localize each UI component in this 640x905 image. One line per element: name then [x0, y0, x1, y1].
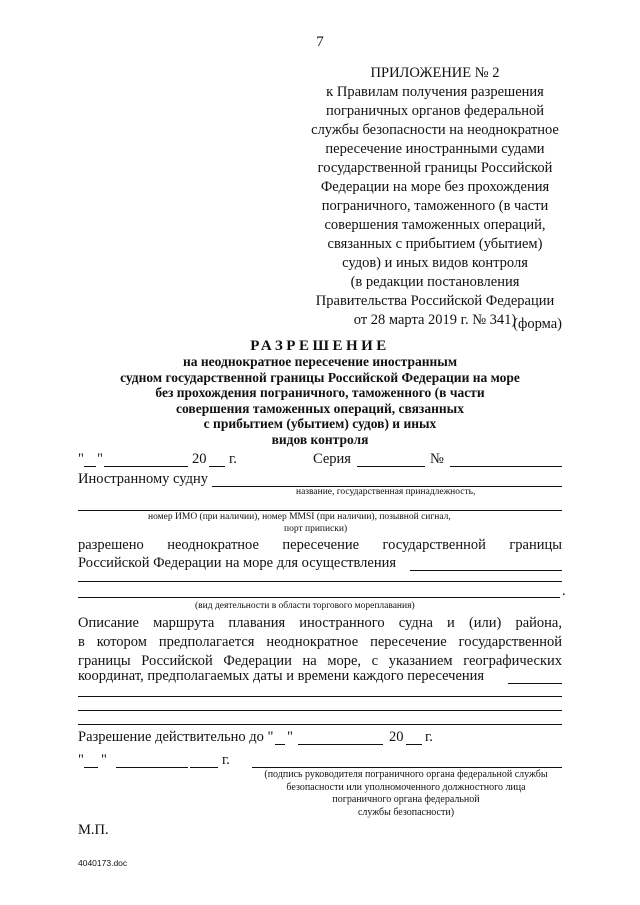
appendix-line: пограничных органов федеральной	[325, 103, 545, 119]
signature-note	[250, 769, 562, 819]
sign-month-field[interactable]	[116, 767, 188, 768]
sign-year-suffix: г.	[222, 752, 230, 768]
validity-month-field[interactable]	[298, 744, 383, 745]
day-field[interactable]	[84, 466, 96, 467]
signature-note-line: пограничного органа федеральной	[332, 794, 480, 805]
appendix-line: пересечение иностранными судами	[325, 141, 545, 157]
appendix-line: от 28 марта 2019 г. № 341)	[353, 312, 517, 328]
series-label: Серия	[313, 451, 351, 467]
sign-year-field[interactable]	[190, 767, 218, 768]
route-text-line: границы Российской Федерации на море, с указанием географических	[78, 653, 562, 669]
document-title: РАЗРЕШЕНИЕ	[250, 338, 390, 354]
validity-year-field[interactable]	[406, 744, 422, 745]
subtitle-line: судном государственной границы Российской Федерации на море	[120, 369, 520, 385]
route-field[interactable]	[508, 683, 562, 684]
signature-field[interactable]	[252, 767, 562, 768]
route-field-line-4[interactable]	[78, 724, 562, 725]
validity-year-prefix: 20	[389, 729, 404, 745]
appendix-line: ПРИЛОЖЕНИЕ № 2	[370, 65, 500, 81]
subtitle-line: с прибытием (убытием) судов) и иных	[203, 416, 437, 431]
year-field[interactable]	[209, 466, 225, 467]
date-quote-open: "	[78, 451, 84, 467]
activity-note: (вид деятельности в области торгового мореплавания)	[195, 601, 415, 611]
appendix-line: пограничного, таможенного (в части	[321, 198, 549, 214]
sign-quote-close: "	[101, 752, 107, 768]
validity-quote: "	[287, 729, 293, 745]
document-reference: 4040173.doc	[78, 858, 128, 868]
route-field-line-2[interactable]	[78, 696, 562, 697]
signature-note-line: службы безопасности)	[357, 806, 455, 818]
subtitle-line: без прохождения пограничного, таможенного (в части	[155, 385, 485, 400]
appendix-line: связанных с прибытием (убытием)	[327, 236, 543, 252]
route-text-line: Описание маршрута плавания иностранного судна и (или) района,	[78, 615, 562, 631]
appendix-line: Правительства Российской Федерации	[315, 293, 555, 309]
vessel-note-1: название, государственная принадлежность,	[296, 487, 476, 497]
date-quote-close: "	[97, 451, 103, 467]
sign-day-field[interactable]	[84, 767, 98, 768]
vessel-label: Иностранному судну	[78, 471, 208, 487]
validity-label: Разрешение действительно до "	[78, 729, 274, 745]
validity-year-suffix: г.	[425, 729, 433, 745]
series-field[interactable]	[357, 466, 425, 467]
signature-note-line: (подпись руководителя пограничного органа федеральной службы	[264, 769, 548, 780]
permit-text-line-1: разрешено неоднократное пересечение государственной границы	[78, 537, 562, 553]
appendix-line: судов) и иных видов контроля	[342, 255, 528, 271]
permit-text-line-2: Российской Федерации на море для осуществления	[78, 555, 397, 571]
validity-day-field[interactable]	[275, 744, 285, 745]
activity-field[interactable]	[410, 570, 562, 571]
appendix-line: к Правилам получения разрешения	[326, 84, 544, 100]
appendix-line: Федерации на море без прохождения	[320, 179, 550, 195]
appendix-line: службы безопасности на неоднократное	[311, 122, 559, 138]
year-suffix: г.	[229, 451, 237, 467]
sign-quote-open: "	[78, 752, 84, 768]
number-label: №	[430, 451, 444, 467]
form-label: (форма)	[513, 316, 562, 332]
year-prefix: 20	[192, 451, 207, 467]
signature-note-line: безопасности или уполномоченного должностного лица	[286, 781, 526, 793]
number-field[interactable]	[450, 466, 562, 467]
subtitle-line: видов контроля	[271, 431, 369, 447]
vessel-note-2: номер ИМО (при наличии), номер MMSI (при наличии), позывной сигнал,	[148, 512, 451, 522]
activity-field-line-3[interactable]	[78, 597, 560, 598]
appendix-header	[290, 64, 580, 330]
route-field-line-3[interactable]	[78, 710, 562, 711]
subtitle-line: совершения таможенных операций, связанных	[176, 400, 464, 416]
vessel-note-3: порт приписки)	[284, 524, 348, 534]
appendix-line: государственной границы Российской	[317, 160, 553, 176]
period-mark: .	[562, 583, 566, 599]
route-text-line: в котором предполагается неоднократное пересечение государственной	[78, 634, 562, 650]
month-field[interactable]	[104, 466, 188, 467]
document-subtitle	[90, 354, 550, 447]
activity-field-line-2[interactable]	[78, 581, 562, 582]
route-text-last-line: координат, предполагаемых даты и времени каждого пересечения	[78, 668, 485, 684]
appendix-line: (в редакции постановления	[350, 274, 520, 290]
vessel-field-line-2[interactable]	[78, 510, 562, 511]
subtitle-line: на неоднократное пересечение иностранным	[182, 354, 458, 369]
appendix-line: совершения таможенных операций,	[324, 217, 546, 233]
stamp-label: М.П.	[78, 822, 109, 838]
page-number: 7	[316, 34, 324, 50]
